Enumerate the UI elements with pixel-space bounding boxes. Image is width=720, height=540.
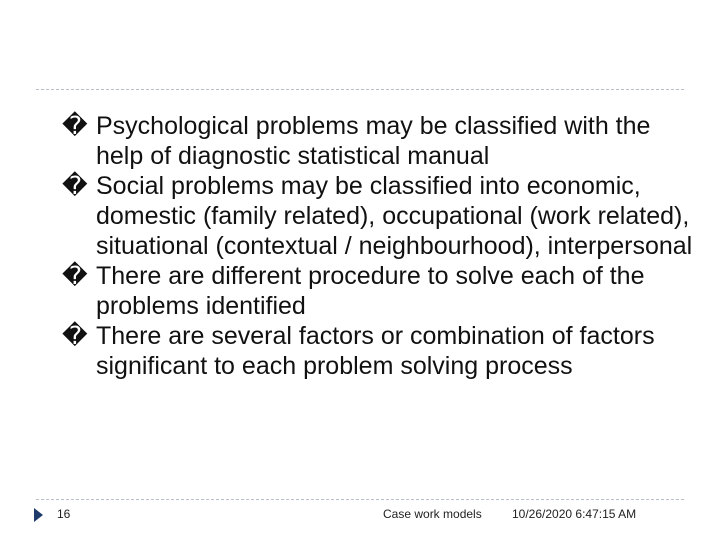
bullet-item [62,171,702,261]
slide-body [62,111,702,381]
bullet-icon: � [62,262,88,290]
bullet-icon: � [62,172,88,200]
footer-date: 10/26/2020 6:47:15 AM [512,507,637,521]
footer-title: Case work models [383,507,482,521]
page-number: 16 [57,507,71,521]
bullet-item [62,111,702,171]
bullet-icon: � [62,112,88,140]
top-divider [36,89,684,90]
bullet-text: Psychological problems may be classified with the help of diagnostic statistical manual [96,112,651,170]
bullet-text: There are several factors or combination of factors significant to each problem solving process [96,322,655,380]
bullet-item [62,261,702,321]
bottom-divider [36,499,684,500]
bullet-text: There are different procedure to solve each of the problems identified [96,262,645,320]
bullet-item [62,321,702,381]
triangle-right-icon [34,508,43,522]
bullet-icon: � [62,322,88,350]
slide-footer [0,506,720,526]
bullet-text: Social problems may be classified into economic, domestic (family related), occupational (work related), situational (contextual / neighbourhood), interpersonal [96,172,693,260]
